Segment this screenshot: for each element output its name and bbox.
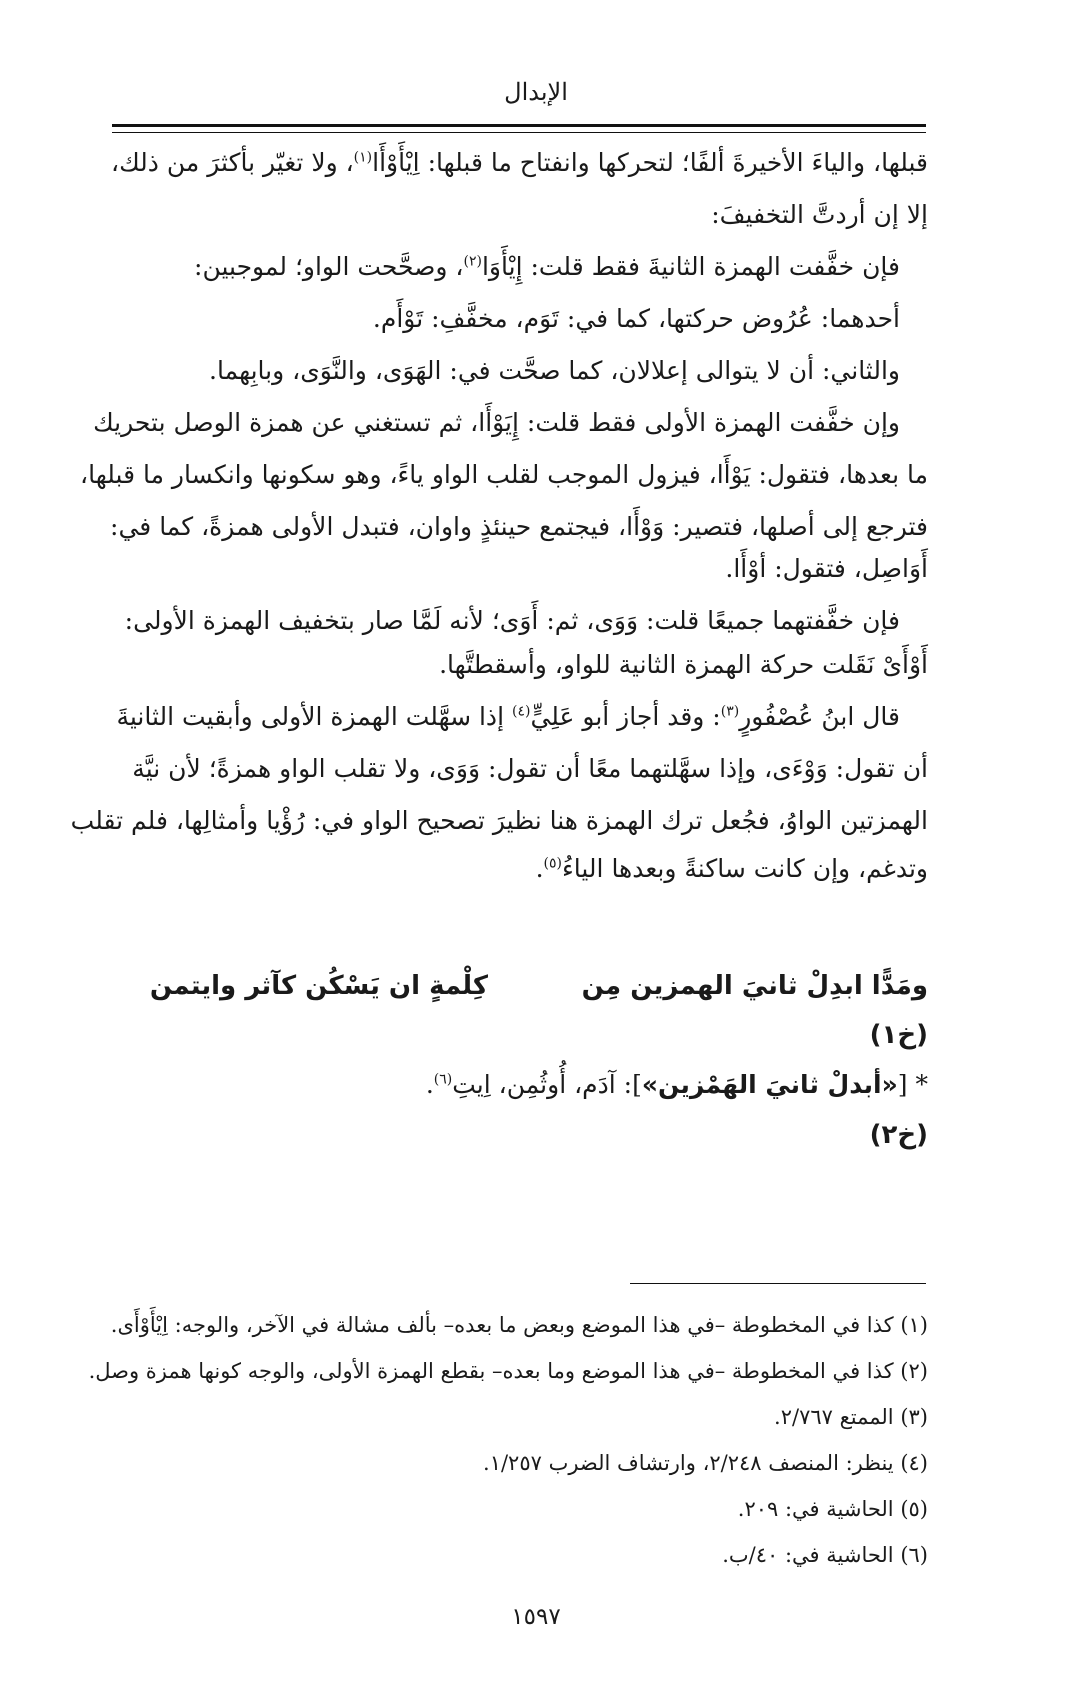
verse-hemistich-2: كِلْمةٍ ان يَسْكُن كآثر وايتمن bbox=[149, 971, 488, 1001]
page-number: ١٥٩٧ bbox=[511, 1604, 561, 1630]
header-rule-thin bbox=[112, 132, 926, 133]
body-line-4: أحدهما: عُرُوض حركتها، كما في: تَوَم، مخفَّفِ: تَوْأَم. bbox=[372, 304, 900, 333]
footnote-ref: (١) bbox=[353, 149, 373, 166]
body-text: فإن خفَّفت الهمزة الثانيةَ فقط قلت: إِيْأَوَا bbox=[481, 252, 900, 281]
footnote-ref: (٢) bbox=[463, 253, 482, 270]
footnote-1: (١) كذا في المخطوطة –في هذا الموضع وبعض ما بعده– بألف مشالة في الآخر، والوجه: اِيْأَوْأَى. bbox=[110, 1313, 928, 1337]
gloss-star: * bbox=[915, 1070, 928, 1099]
body-line-10: فإن خفَّفتهما جميعًا قلت: وَوَى، ثم: أَوَى؛ لأنه لَمَّا صار بتخفيف الهمزة الأولى: bbox=[124, 606, 900, 635]
body-text: ، ولا تغيّر بأكثرَ من ذلك، bbox=[111, 148, 354, 177]
footnote-ref: (٦) bbox=[433, 1071, 453, 1088]
body-line-5: والثاني: أن لا يتوالى إعلالان، كما صحَّت في: الهَوَى، والنَّوَى، وبابِهما. bbox=[209, 356, 900, 385]
body-line-14: الهمزتين الواوُ، فجُعل ترك الهمزة هنا نظيرَ تصحيح الواو في: رُؤْيا وأمثالِها، فلم تقلب bbox=[70, 806, 928, 835]
manuscript-marker-2: (خ٢) bbox=[869, 1120, 928, 1150]
footnote-ref: (٤) bbox=[511, 703, 531, 720]
body-line-13: أن تقول: وَوْءَى، وإذا سهَّلتهما معًا أن تقول: وَوَى، ولا تقلب الواو همزةً؛ لأن نيَّة bbox=[132, 754, 928, 783]
body-line-7: ما بعدها، فتقول: يَوْأَا، فيزول الموجب لقلب الواو ياءً، وهو سكونها وانكسار ما قبلها، bbox=[80, 460, 928, 489]
manuscript-marker-1: (خ١) bbox=[869, 1020, 928, 1050]
header-rule-thick bbox=[112, 124, 926, 127]
body-line-15 bbox=[140, 852, 928, 886]
gloss-line bbox=[140, 1068, 928, 1102]
footnote-2: (٢) كذا في المخطوطة –في هذا الموضع وما بعده– بقطع الهمزة الأولى، والوجه كونها همزة وصل. bbox=[88, 1359, 928, 1383]
footnote-ref: (٥) bbox=[543, 855, 563, 872]
body-line-9: أَوَاصِل، فتقول: أوْأَا. bbox=[725, 554, 928, 583]
gloss-text: ]: آدَم، أُوثُمِن، اِيتِ bbox=[452, 1070, 642, 1099]
footnote-3: (٣) الممتع ٢/٧٦٧. bbox=[774, 1405, 928, 1429]
body-text: : وقد أجاز أبو عَلِيٍّ bbox=[530, 702, 721, 731]
body-text: إذا سهَّلت الهمزة الأولى وأبقيت الثانيةَ bbox=[116, 702, 512, 731]
body-line-11: أَوْأَىْ نَقَلت حركة الهمزة الثانية للواو، وأسقطتَّها. bbox=[439, 650, 928, 679]
gloss-text: . bbox=[425, 1070, 434, 1099]
body-text: . bbox=[535, 854, 544, 883]
footnote-5: (٥) الحاشية في: ٢٠٩. bbox=[737, 1497, 928, 1521]
body-line-12 bbox=[116, 700, 928, 734]
body-text: قال ابنُ عُصْفُورٍ bbox=[739, 702, 900, 731]
body-text: ، وصحَّحت الواو؛ لموجبين: bbox=[194, 252, 464, 281]
footnote-rule bbox=[630, 1283, 926, 1284]
body-line-3 bbox=[140, 250, 928, 284]
verse-hemistich-1: ومَدًّا ابدِلْ ثانيَ الهمزين مِن bbox=[581, 971, 928, 1001]
footnote-ref: (٣) bbox=[720, 703, 740, 720]
running-title: الإبدال bbox=[504, 78, 568, 106]
gloss-headword: «أبدلْ ثانيَ الهَمْزين» bbox=[641, 1070, 898, 1099]
footnote-6: (٦) الحاشية في: ٤٠/ب. bbox=[722, 1543, 928, 1567]
body-line-6: وإن خفَّفت الهمزة الأولى فقط قلت: إِيَوْأَا، ثم تستغني عن همزة الوصل بتحريك bbox=[93, 408, 900, 437]
body-line-2: إلا إن أردتَّ التخفيفَ: bbox=[711, 200, 928, 229]
footnote-4: (٤) ينظر: المنصف ٢/٢٤٨، وارتشاف الضرب ١/٢٥٧. bbox=[483, 1451, 928, 1475]
body-text: وتدغم، وإن كانت ساكنةً وبعدها الياءُ bbox=[562, 854, 928, 883]
body-line-8: فترجع إلى أصلها، فتصير: وَوْأَا، فيجتمع حينئذٍ واوان، فتبدل الأولى همزةً، كما في: bbox=[110, 512, 928, 541]
body-text: قبلها، والياءَ الأخيرةَ ألفًا؛ لتحركها وانفتاح ما قبلها: اِيْأَوْأَا bbox=[372, 148, 928, 177]
gloss-bracket: [ bbox=[897, 1070, 908, 1099]
body-line-1 bbox=[111, 146, 928, 180]
